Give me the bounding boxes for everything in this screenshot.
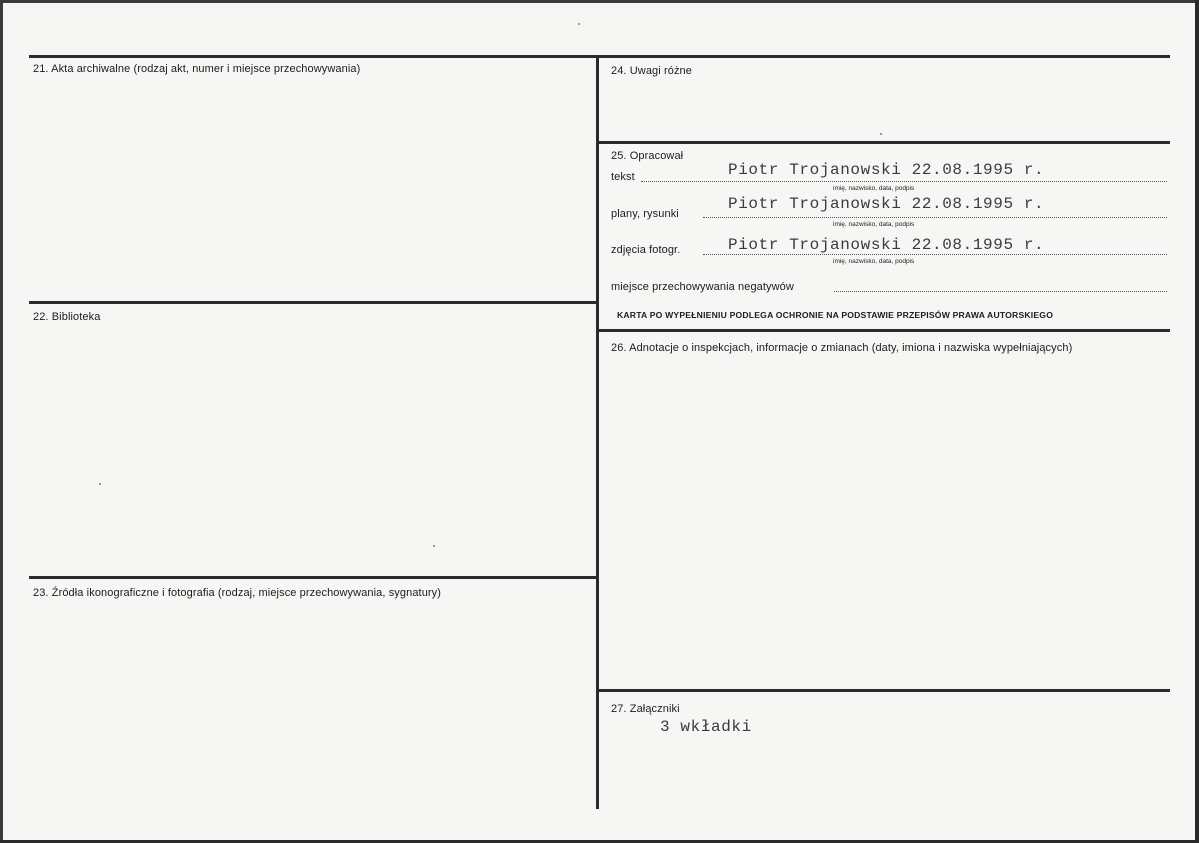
card-edge-left — [0, 0, 3, 843]
rule-26-27 — [598, 689, 1170, 692]
photos-author-label: zdjęcia fotogr. — [611, 244, 681, 256]
negatives-location-line — [834, 291, 1167, 292]
section-26-label: 26. Adnotacje o inspekcjach, informacje o zmianach (daty, imiona i nazwiska wypełniających) — [611, 342, 1073, 354]
section-25-label: 25. Opracował — [611, 150, 684, 162]
negatives-location-label: miejsce przechowywania negatywów — [611, 281, 794, 293]
text-author-value: Piotr Trojanowski 22.08.1995 r. — [728, 161, 1045, 179]
paper-speck — [880, 133, 882, 135]
paper-speck — [433, 545, 435, 547]
text-author-label: tekst — [611, 171, 635, 183]
rule-25-26 — [598, 329, 1170, 332]
section-24-label: 24. Uwagi różne — [611, 65, 692, 77]
text-author-line — [641, 181, 1167, 182]
paper-speck — [99, 483, 101, 485]
photos-author-caption: imię, nazwisko, data, podpis — [833, 258, 915, 265]
rule-24-25 — [598, 141, 1170, 144]
photos-author-line — [703, 254, 1167, 255]
rule-22-23 — [29, 576, 598, 579]
drawings-author-line — [703, 217, 1167, 218]
paper-speck — [578, 23, 580, 25]
drawings-author-caption: imię, nazwisko, data, podpis — [833, 221, 915, 228]
section-27-label: 27. Załączniki — [611, 703, 680, 715]
drawings-author-value: Piotr Trojanowski 22.08.1995 r. — [728, 195, 1045, 213]
photos-author-value: Piotr Trojanowski 22.08.1995 r. — [728, 236, 1045, 254]
card-edge-top — [0, 0, 1199, 3]
copyright-notice: KARTA PO WYPEŁNIENIU PODLEGA OCHRONIE NA PODSTAWIE PRZEPISÓW PRAWA AUTORSKIEGO — [617, 310, 1054, 320]
section-21-label: 21. Akta archiwalne (rodzaj akt, numer i miejsce przechowywania) — [33, 63, 361, 75]
card-edge-right — [1195, 0, 1199, 843]
attachments-value: 3 wkładki — [660, 718, 752, 736]
rule-top — [29, 55, 1170, 58]
section-22-label: 22. Biblioteka — [33, 311, 101, 323]
rule-21-22 — [29, 301, 598, 304]
text-author-caption: imię, nazwisko, data, podpis — [833, 185, 915, 192]
section-23-label: 23. Źródła ikonograficzne i fotografia (rodzaj, miejsce przechowywania, sygnatury) — [33, 587, 442, 599]
rule-center-vertical — [596, 55, 599, 809]
drawings-author-label: plany, rysunki — [611, 208, 679, 220]
